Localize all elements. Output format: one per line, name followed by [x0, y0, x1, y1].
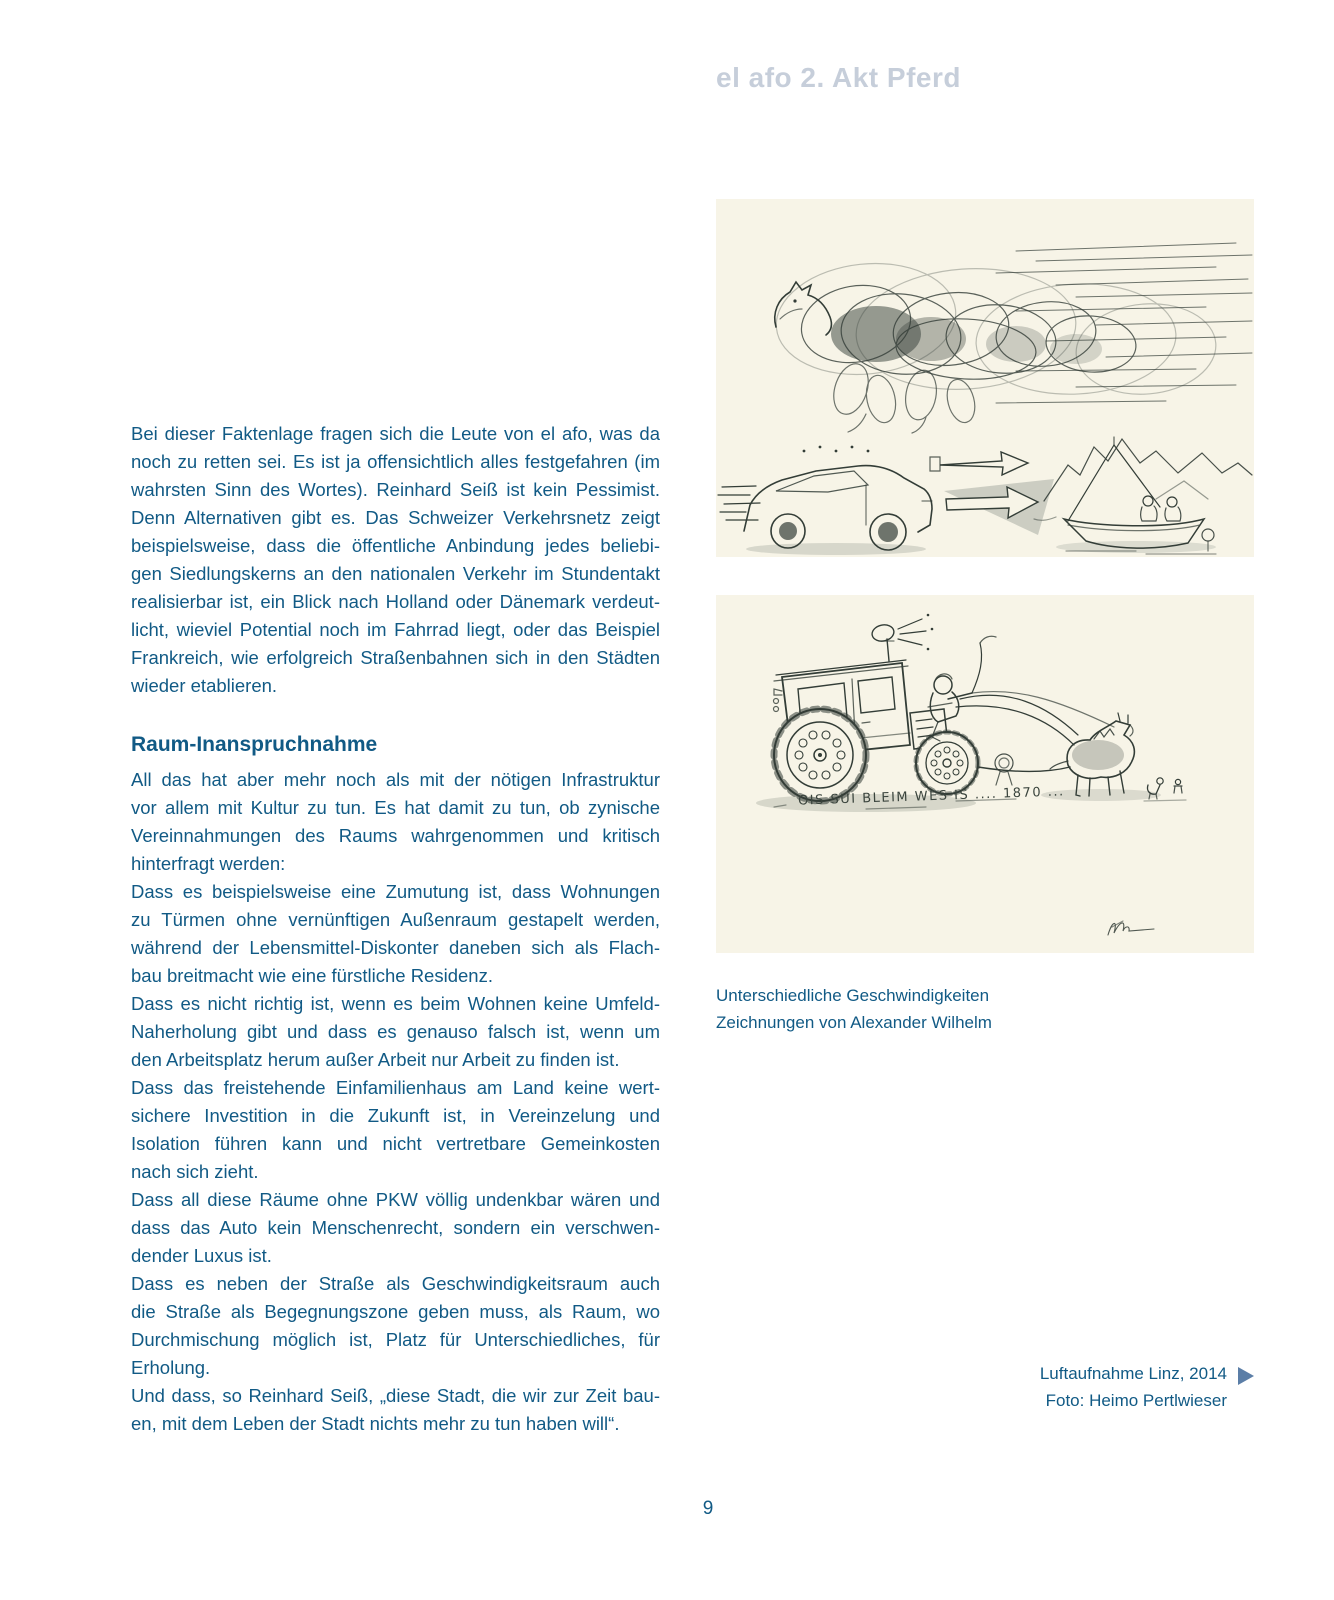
- text-line: en, mit dem Leben der Stadt nichts mehr zu tun haben will“.: [131, 1413, 620, 1434]
- speed-sketch-svg: [716, 199, 1254, 557]
- drawing-caption-line1: Unterschiedliche Geschwindigkeiten: [716, 986, 990, 1005]
- drawing-caption-line2: Zeichnungen von Alexander Wilhelm: [716, 1013, 992, 1032]
- text-line: vor allem mit Kultur zu tun. Es hat damit zu tun, ob zynische: [131, 797, 660, 818]
- text-line: Durchmischung möglich ist, Platz für Unterschiedliches, für: [131, 1329, 660, 1350]
- running-header: el afo 2. Akt Pferd: [716, 62, 961, 93]
- text-line: bau breitmacht wie eine fürstliche Residenz.: [131, 965, 493, 986]
- text-line: Erholung.: [131, 1357, 211, 1378]
- text-line: zu Türmen ohne vernünftigen Außenraum gestapelt werden,: [131, 909, 660, 930]
- beacon-lamp: [871, 614, 934, 661]
- artist-signature: [1108, 921, 1154, 935]
- text-line: gen Siedlungskerns an den nationalen Verkehr im Stundentakt: [131, 563, 660, 584]
- text-line: nach sich zieht.: [131, 1161, 259, 1182]
- text-line: Dass all diese Räume ohne PKW völlig undenkbar wären und: [131, 1189, 660, 1210]
- text-line: realisierbar ist, ein Blick nach Holland oder Dänemark verdeut-: [131, 591, 660, 612]
- text-line: wahrsten Sinn des Wortes). Reinhard Seiß ist kein Pessimist.: [131, 479, 660, 500]
- text-line: während der Lebensmittel-Diskonter daneben sich als Flach-: [131, 937, 660, 958]
- speed-arrows: [930, 452, 1054, 535]
- text-line: Naherholung gibt und dass es genauso falsch ist, wenn um: [131, 1021, 660, 1042]
- figure-speed-sketch: [716, 199, 1254, 557]
- text-line: Und dass, so Reinhard Seiß, „diese Stadt, die wir zur Zeit bau-: [131, 1385, 660, 1406]
- boat-sketch: [1034, 437, 1216, 554]
- text-line: hinterfragt werden:: [131, 853, 286, 874]
- text-line: Dass es nicht richtig ist, wenn es beim Wohnen keine Umfeld-: [131, 993, 660, 1014]
- text-column: [131, 420, 660, 1438]
- text-line: Denn Alternativen gibt es. Das Schweizer Verkehrsnetz zeigt: [131, 507, 660, 528]
- text-line: sichere Investition in die Zukunft ist, in Vereinzelung und: [131, 1105, 660, 1126]
- text-line: den Arbeitsplatz herum außer Arbeit nur Arbeit zu finden ist.: [131, 1049, 620, 1070]
- text-line: Vereinnahmungen des Raums wahrgenommen und kritisch: [131, 825, 660, 846]
- photo-caption-text: [1040, 1360, 1227, 1414]
- text-line: die Straße als Begegnungszone geben muss, als Raum, wo: [131, 1301, 660, 1322]
- text-line: beispielsweise, dass die öffentliche Anbindung jedes beliebi-: [131, 535, 660, 556]
- tractor-sketch-svg: [716, 595, 1254, 953]
- figure-tractor-sketch: [716, 595, 1254, 953]
- text-line: Frankreich, wie erfolgreich Straßenbahnen sich in den Städten: [131, 647, 660, 668]
- page-number: 9: [702, 1498, 714, 1519]
- sketch-annotation: OIS SUI BLEIM WES IS .... 1870 ...: [797, 784, 1065, 809]
- caption-marker-triangle: [1238, 1367, 1254, 1385]
- text-line: wieder etablieren.: [131, 675, 278, 696]
- text-line: All das hat aber mehr noch als mit der nötigen Infrastruktur: [131, 769, 660, 790]
- text-line: Dass das freistehende Einfamilienhaus am Land keine wert-: [131, 1077, 660, 1098]
- text-line: Dass es neben der Straße als Geschwindigkeitsraum auch: [131, 1273, 660, 1294]
- drawing-caption: [716, 982, 992, 1036]
- photo-caption-line1: Luftaufnahme Linz, 2014: [1039, 1364, 1227, 1383]
- text-line: Isolation führen kann und nicht vertretbare Gemeinkosten: [131, 1133, 660, 1154]
- section-heading: Raum-Inanspruchnahme: [131, 733, 378, 756]
- rear-wheel: [774, 709, 866, 801]
- intro-paragraph: [131, 420, 660, 700]
- text-line: Bei dieser Faktenlage fragen sich die Leute von el afo, was da: [131, 423, 660, 444]
- driver-figure: [930, 636, 1114, 745]
- motion-lines: [996, 243, 1252, 403]
- text-line: noch zu retten sei. Es ist ja offensichtlich alles festgefahren (im: [131, 451, 660, 472]
- photo-caption: [1040, 1360, 1254, 1414]
- body-paragraphs: [131, 766, 660, 1438]
- text-line: Dass es beispielsweise eine Zumutung ist, dass Wohnungen: [131, 881, 660, 902]
- front-wheel: [916, 732, 978, 794]
- car-sketch: [718, 446, 932, 555]
- text-line: dass das Auto kein Menschenrecht, sondern ein verschwen-: [131, 1217, 660, 1238]
- photo-caption-line2: Foto: Heimo Pertlwieser: [1045, 1391, 1227, 1410]
- text-line: licht, wieviel Potential noch im Fahrrad liegt, oder das Beispiel: [131, 619, 660, 640]
- text-line: dender Luxus ist.: [131, 1245, 272, 1266]
